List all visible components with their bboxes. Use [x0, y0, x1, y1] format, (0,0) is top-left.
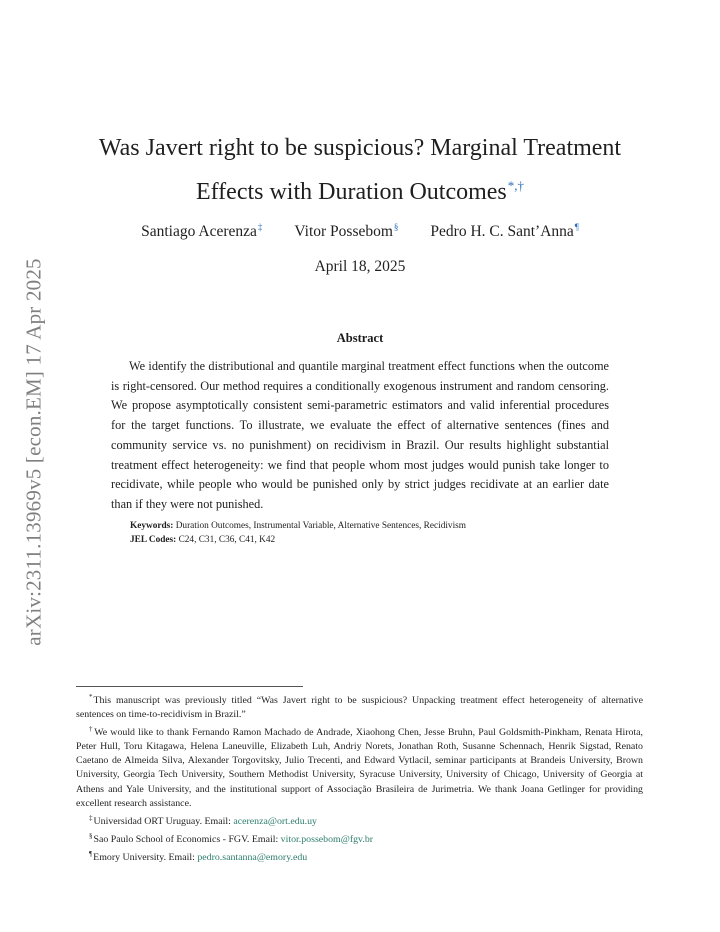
footnote-text: Emory University. Email: — [93, 851, 198, 863]
jel-value: C24, C31, C36, C41, K42 — [178, 535, 276, 545]
footnotes — [76, 690, 643, 865]
title-footnote-marks[interactable]: *,† — [507, 178, 525, 193]
keywords-label: Keywords: — [130, 521, 174, 531]
footnote-text: We would like to thank Fernando Ramon Machado de Andrade, Xiaohong Chen, Jesse Bruhn, Paul Goldsmith-Pinkham, Renata Hirota, Peter Hull, Toru Kitagawa, Helena Laneuville, Elizabeth Luh, Andriy Norets, Jonathan Roth, Susanne Schennach, Henrik Sigstad, Renato Caetano de Almeida Silva, Alexander Torgovitsky, Julio Trecenti, and Edward Vytlacil, seminar participants at Brandeis University, Brown University, Georgia Tech University, Southern Methodist University, Syracuse University, University of Chicago, University of Georgia at Athens and Yale University, and the institutional support of Associação Brasileira de Jurimetria. We thank Joana Getlinger for providing excellent research assistance. — [76, 727, 644, 809]
author-name: Pedro H. C. Sant’Anna — [430, 223, 574, 240]
footnote — [76, 811, 643, 829]
author-name: Santiago Acerenza — [141, 223, 257, 240]
footnote-mark: § — [89, 831, 93, 840]
footnote-rule — [76, 686, 303, 687]
author-footnote-mark[interactable]: § — [393, 222, 399, 232]
title-line-2-wrap — [80, 167, 640, 211]
footnote — [76, 690, 643, 722]
abstract-heading: Abstract — [336, 331, 384, 345]
author-name: Vitor Possebom — [294, 223, 393, 240]
footnote-text: Universidad ORT Uruguay. Email: — [93, 815, 234, 827]
author — [294, 222, 398, 241]
author-footnote-mark[interactable]: ¶ — [574, 222, 579, 232]
footnote — [76, 722, 643, 811]
author-footnote-mark[interactable]: ‡ — [257, 222, 263, 232]
title-line-2: Effects with Duration Outcomes — [195, 179, 507, 205]
publication-date: April 18, 2025 — [314, 258, 406, 275]
keywords-value: Duration Outcomes, Instrumental Variable, Alternative Sentences, Recidivism — [175, 521, 467, 531]
keywords-line — [130, 521, 610, 531]
footnote-mark: * — [89, 693, 93, 701]
footnote-mark: ¶ — [89, 849, 93, 858]
email-link[interactable]: pedro.santanna@emory.edu — [197, 851, 308, 863]
email-link[interactable]: acerenza@ort.edu.uy — [233, 815, 317, 827]
arxiv-identifier-stamp: arXiv:2311.13969v5 [econ.EM] 17 Apr 2025 — [21, 258, 46, 646]
footnote — [76, 847, 643, 865]
footnote-mark: ‡ — [89, 813, 93, 822]
jel-codes-line — [130, 535, 610, 545]
author — [430, 222, 578, 241]
footnote-text: Sao Paulo School of Economics - FGV. Email: — [93, 833, 281, 845]
email-link[interactable]: vitor.possebom@fgv.br — [280, 833, 374, 845]
paper-title — [80, 130, 640, 211]
footnote — [76, 829, 643, 847]
footnote-mark: † — [89, 725, 94, 734]
jel-label: JEL Codes: — [130, 535, 177, 545]
author — [141, 222, 262, 241]
author-list — [80, 222, 640, 241]
abstract-text: We identify the distributional and quantile marginal treatment effect functions when the outcome is right-censored. Our method requires a conditionally exogenous instrument and random censoring. We propose asymptotically consistent semi-parametric estimators and valid inferential procedures for the target functions. To illustrate, we evaluate the effect of alternative sentences (fines and community service vs. no punishment) on recidivism in Brazil. Our results highlight substantial treatment effect heterogeneity: we find that people whom most judges would punish take longer to recidivate, while people who would be punished only by strict judges recidivate at an earlier date than if they were not punished. — [111, 359, 609, 511]
footnote-text: This manuscript was previously titled “Was Javert right to be suspicious? Unpacking treatment effect heterogeneity of alternative sentences on time-to-recidivism in Brazil.” — [76, 695, 643, 721]
title-line-1: Was Javert right to be suspicious? Marginal Treatment — [98, 135, 622, 161]
